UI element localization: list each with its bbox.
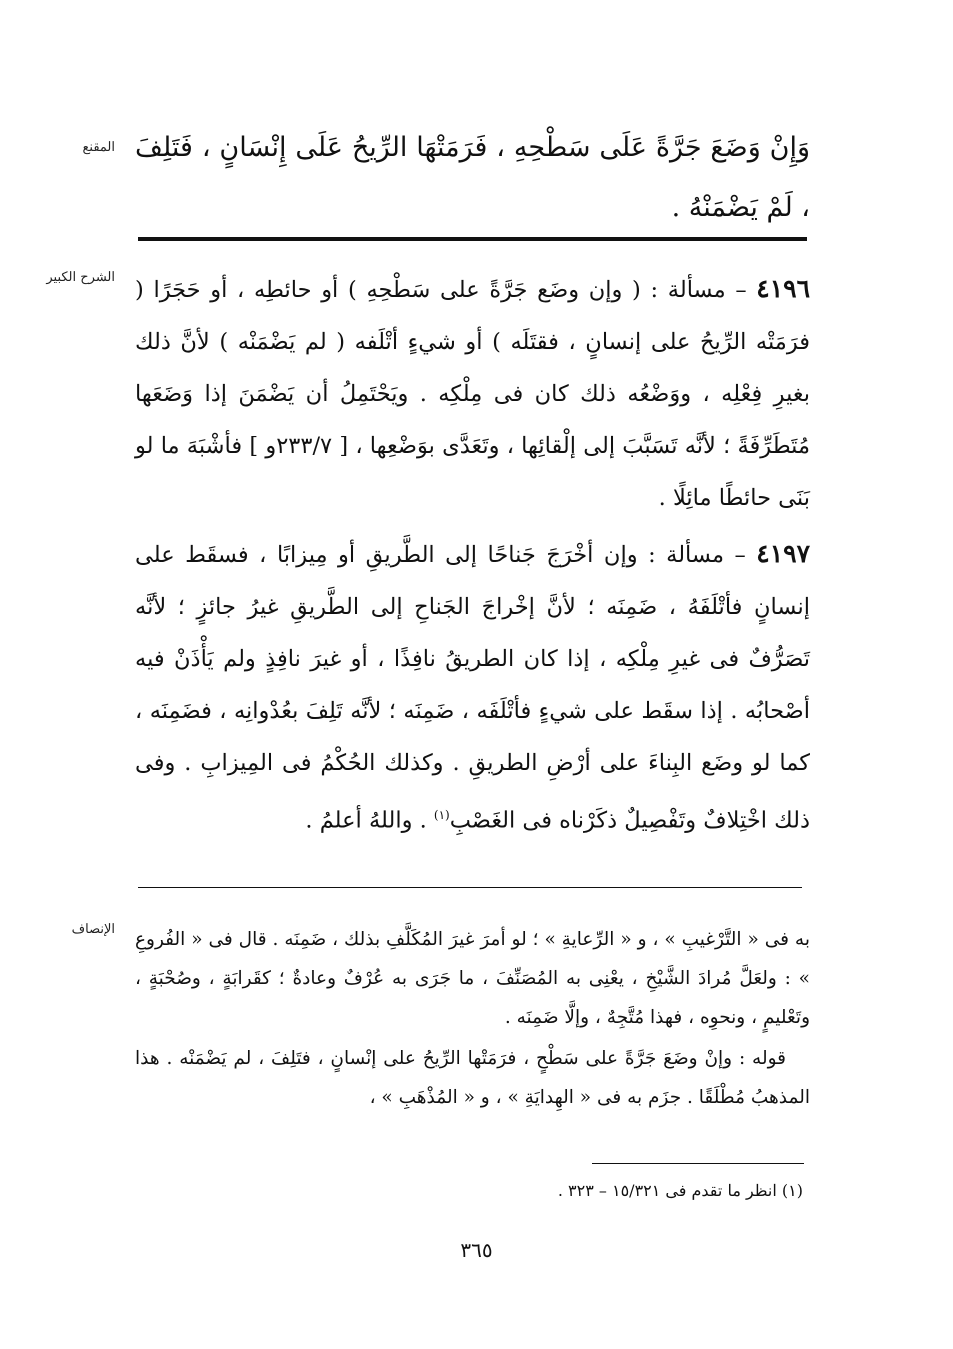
sharh-text <box>135 263 810 847</box>
footnote-marker[interactable]: (١) <box>433 808 450 822</box>
page-number: ٣٦٥ <box>460 1238 493 1262</box>
sharh-paragraph-4196-body: – مسألة : ( وإن وضَع جَرَّةً على سَطْحِهِ ) أو حائطِه ، أو حَجَرًا ( فرَمَتْه الرِّيحُ على إنسانٍ ، فقتَلَه ) أو شيءٍ أتْلَفه ( لم يَضْمَنْه ) لأنَّ ذلك بغيرِ فِعْلِه ، ووَضْعُه ذلك كان فى مِلْكِه . ويَحْتَمِلُ أن يَضْمَنَ إذا وَضَعَها مُتَطَرِّفَةً ؛ لأنَّه تَسَبَّبَ إلى إلْقائِها ، وتَعَدَّى بوَضْعِها ، [ ٢٣٣/٧و ] فأشْبَهَ ما لو بَنَى حائطًا مائِلًا . <box>135 277 810 511</box>
insaf-paragraph-2: قوله : وإنْ وضَعَ جَرَّةً على سَطْحٍ ، فرَمَتْها الرِّيحُ على إنْسانٍ ، فتَلِفَ ، لم يَضْمَنْه . هذا المذهبُ مُطْلَقًا . جزَم به فى « الهِدايَةِ » ، و « المُذْهَبِ » ، <box>135 1048 810 1108</box>
muqni-margin-label: المقنع <box>82 140 115 155</box>
muqni-paragraph: وَإِنْ وَضَعَ جَرَّةً عَلَى سَطْحِهِ ، فَرَمَتْهَا الرِّيحُ عَلَى إِنْسَانٍ ، فَتَلِفَ ، لَمْ يَضْمَنْهُ . <box>135 132 810 223</box>
masala-number-4196: ٤١٩٦ <box>756 274 810 303</box>
sharh-margin-label: الشرح الكبير <box>46 270 115 285</box>
muqni-text <box>135 118 810 238</box>
sharh-paragraph-4197-end: . واللهُ أعلمُ . <box>305 807 434 834</box>
section-divider-thick <box>138 237 807 241</box>
insaf-margin-label: الإنصاف <box>71 922 115 937</box>
section-divider-thin <box>138 887 802 888</box>
sharh-paragraph-4197-body: – مسألة : وإن أخْرَجَ جَناحًا إلى الطَّريقِ أو مِيزابًا ، فسقَط على إنسانٍ فأتْلَفَهُ ، ضَمِنَه ؛ لأنَّ إخْراجَ الجَناحِ إلى الطَّريقِ غيرُ جائزٍ ؛ لأنَّه تَصَرُّفٌ فى غيرِ مِلْكِه ، إذا كان الطريقُ نافِذًا ، أو غيرَ نافِذٍ ولم يَأْذَنْ فيه أصْحابُه . إذا سقَط على شيءٍ فأتْلَفَه ، ضَمِنَه ؛ لأنَّه تَلِفَ بعُدْوانِه ، فضَمِنَه ، كما لو وضَع البِناءَ على أرْضِ الطريقِ . وكذلك الحُكْمُ فى المِيزابِ . وفى ذلك اخْتِلافٌ وتَفْصِيلٌ ذكَرْناه فى الغَصْبِ <box>135 542 810 834</box>
insaf-text <box>135 920 810 1117</box>
sharh-paragraph-4196 <box>135 263 810 524</box>
footnote-divider <box>592 1163 804 1164</box>
sharh-paragraph-4197 <box>135 528 810 847</box>
footnote: (١) انظر ما تقدم فى ١٥/٣٢١ – ٣٢٣ . <box>557 1181 803 1200</box>
masala-number-4197: ٤١٩٧ <box>756 539 810 568</box>
insaf-paragraph-1: به فى « التَّرْغيبِ » ، و « الرِّعايةِ » ؛ لو أمرَ غيرَ المُكَلَّفِ بذلك ، ضَمِنَه . قال فى « الفُروعِ » : ولعَلَّ مُرادَ الشَّيْخِ ، يعْنِى به المُصَنِّفَ ، ما جَرَى به عُرْفٌ وعادةٌ ؛ كقَرابَةٍ ، وصُحْبَةٍ ، وتَعْليمٍ ، ونحوِه ، فهذا مُتَّجِهٌ ، وإلَّا ضَمِنَه . <box>135 929 810 1028</box>
